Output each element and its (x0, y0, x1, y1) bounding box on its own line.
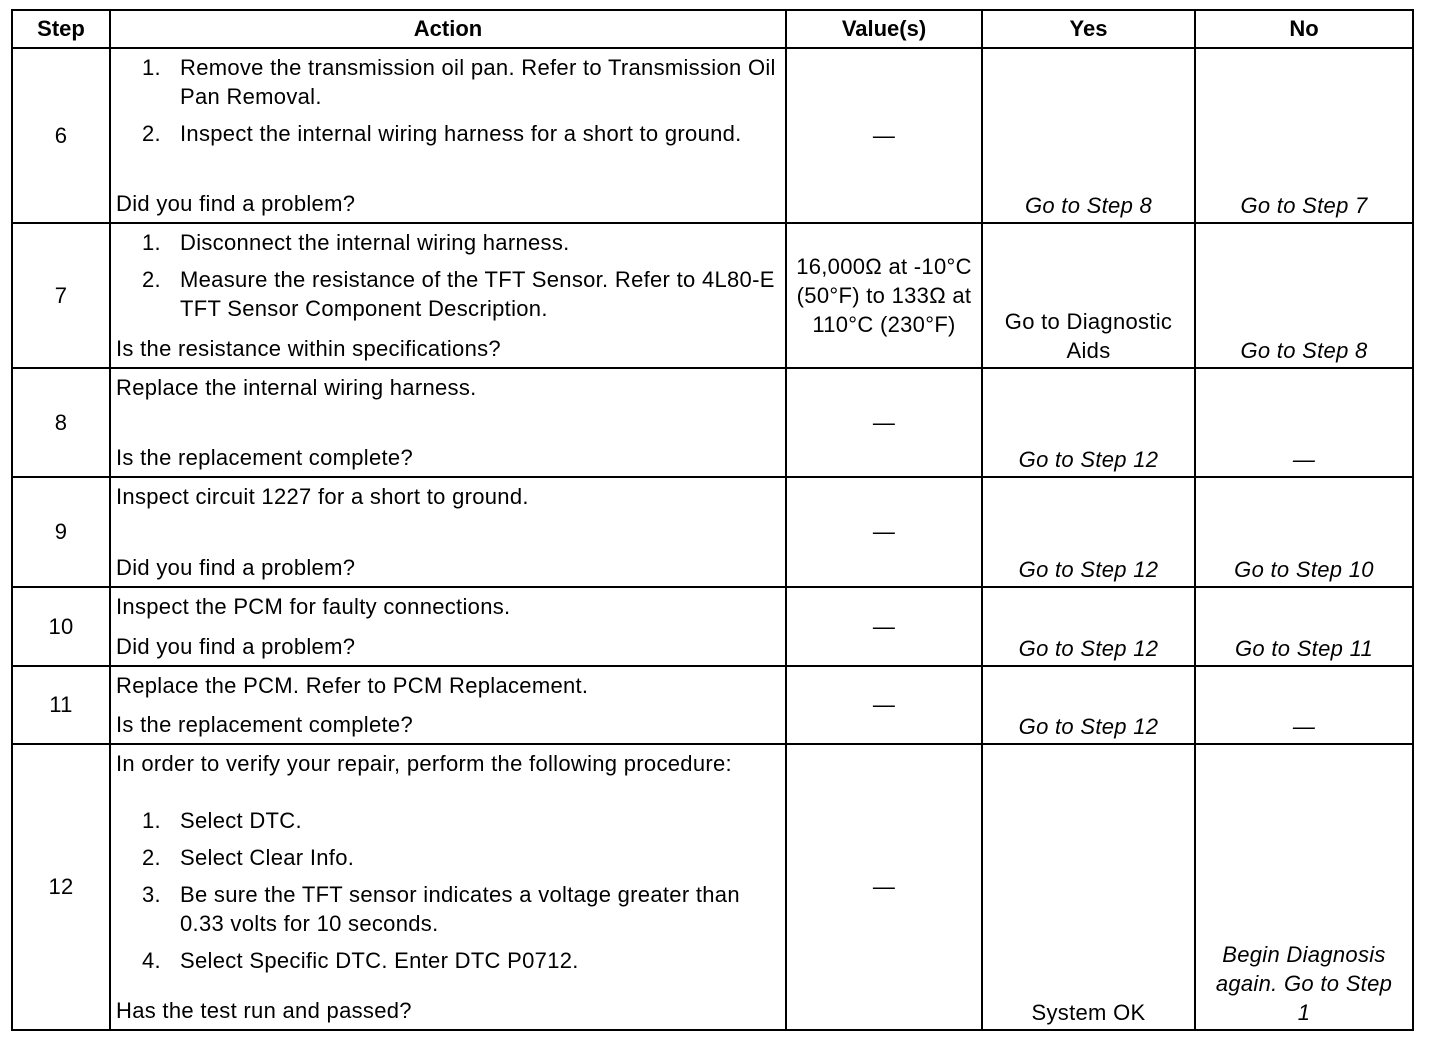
list-item: 2. Inspect the internal wiring harness for a short to ground. (142, 121, 742, 146)
step-number: 11 (12, 666, 110, 744)
step-number: 7 (12, 223, 110, 368)
list-item: 1. Select DTC. (142, 807, 302, 833)
no-cell: — (1195, 666, 1413, 744)
action-cell (110, 477, 786, 587)
action-question: Did you find a problem? (116, 191, 356, 216)
action-text: In order to verify your repair, perform the following procedure: (116, 751, 732, 776)
table-row-step-10 (12, 587, 1413, 666)
yes-cell: Go to Diagnostic Aids (982, 223, 1195, 368)
step-number: 9 (12, 477, 110, 587)
value-cell: — (786, 477, 982, 587)
value-cell: — (786, 368, 982, 477)
header-no: No (1195, 10, 1413, 48)
action-list (116, 228, 779, 323)
list-item: 4. Select Specific DTC. Enter DTC P0712. (142, 947, 579, 973)
header-step: Step (12, 10, 110, 48)
table-row-step-7 (12, 223, 1413, 368)
list-item: 1. Disconnect the internal wiring harness. (142, 230, 570, 255)
action-text: Inspect circuit 1227 for a short to ground. (116, 484, 529, 509)
value-cell: — (786, 48, 982, 223)
action-list (116, 53, 779, 156)
value-cell: 16,000Ω at -10°C (50°F) to 133Ω at 110°C (230°F) (786, 223, 982, 368)
value-cell: — (786, 744, 982, 1030)
action-text: Replace the internal wiring harness. (116, 375, 477, 400)
yes-cell: Go to Step 12 (982, 477, 1195, 587)
step-number: 12 (12, 744, 110, 1030)
action-question: Is the replacement complete? (116, 445, 413, 470)
no-cell: Go to Step 10 (1195, 477, 1413, 587)
step-number: 10 (12, 587, 110, 666)
no-cell: Go to Step 8 (1195, 223, 1413, 368)
table-row-step-12 (12, 744, 1413, 1030)
diagnostic-table (11, 9, 1414, 1031)
header-values: Value(s) (786, 10, 982, 48)
action-cell (110, 666, 786, 744)
header-row (12, 10, 1413, 48)
no-cell: — (1195, 368, 1413, 477)
action-question: Did you find a problem? (116, 634, 356, 659)
yes-cell: System OK (982, 744, 1195, 1030)
action-question: Has the test run and passed? (116, 998, 412, 1023)
header-action: Action (110, 10, 786, 48)
action-question: Is the resistance within specifications? (116, 336, 501, 361)
yes-cell: Go to Step 12 (982, 587, 1195, 666)
table-row-step-9 (12, 477, 1413, 587)
list-item: 2. Measure the resistance of the TFT Sensor. Refer to 4L80-E TFT Sensor Component Description. (142, 267, 775, 321)
yes-cell: Go to Step 12 (982, 666, 1195, 744)
action-text: Replace the PCM. Refer to PCM Replacement. (116, 673, 589, 698)
yes-cell: Go to Step 12 (982, 368, 1195, 477)
header-yes: Yes (982, 10, 1195, 48)
action-cell (110, 368, 786, 477)
action-question: Did you find a problem? (116, 555, 356, 580)
value-cell: — (786, 587, 982, 666)
table-row-step-8 (12, 368, 1413, 477)
action-cell (110, 48, 786, 223)
list-item: 1. Remove the transmission oil pan. Refer to Transmission Oil Pan Removal. (142, 55, 776, 109)
no-cell: Go to Step 7 (1195, 48, 1413, 223)
list-item: 2. Select Clear Info. (142, 844, 355, 870)
table-row-step-11 (12, 666, 1413, 744)
yes-cell: Go to Step 8 (982, 48, 1195, 223)
value-cell: — (786, 666, 982, 744)
action-list (116, 806, 779, 975)
no-cell: Go to Step 11 (1195, 587, 1413, 666)
list-item: 3. Be sure the TFT sensor indicates a voltage greater than 0.33 volts for 10 seconds. (142, 881, 740, 936)
table-row-step-6 (12, 48, 1413, 223)
action-text: Inspect the PCM for faulty connections. (116, 594, 511, 619)
step-number: 6 (12, 48, 110, 223)
step-number: 8 (12, 368, 110, 477)
action-question: Is the replacement complete? (116, 712, 413, 737)
action-cell (110, 744, 786, 1030)
no-cell: Begin Diagnosis again. Go to Step 1 (1195, 744, 1413, 1030)
action-cell (110, 587, 786, 666)
action-cell (110, 223, 786, 368)
